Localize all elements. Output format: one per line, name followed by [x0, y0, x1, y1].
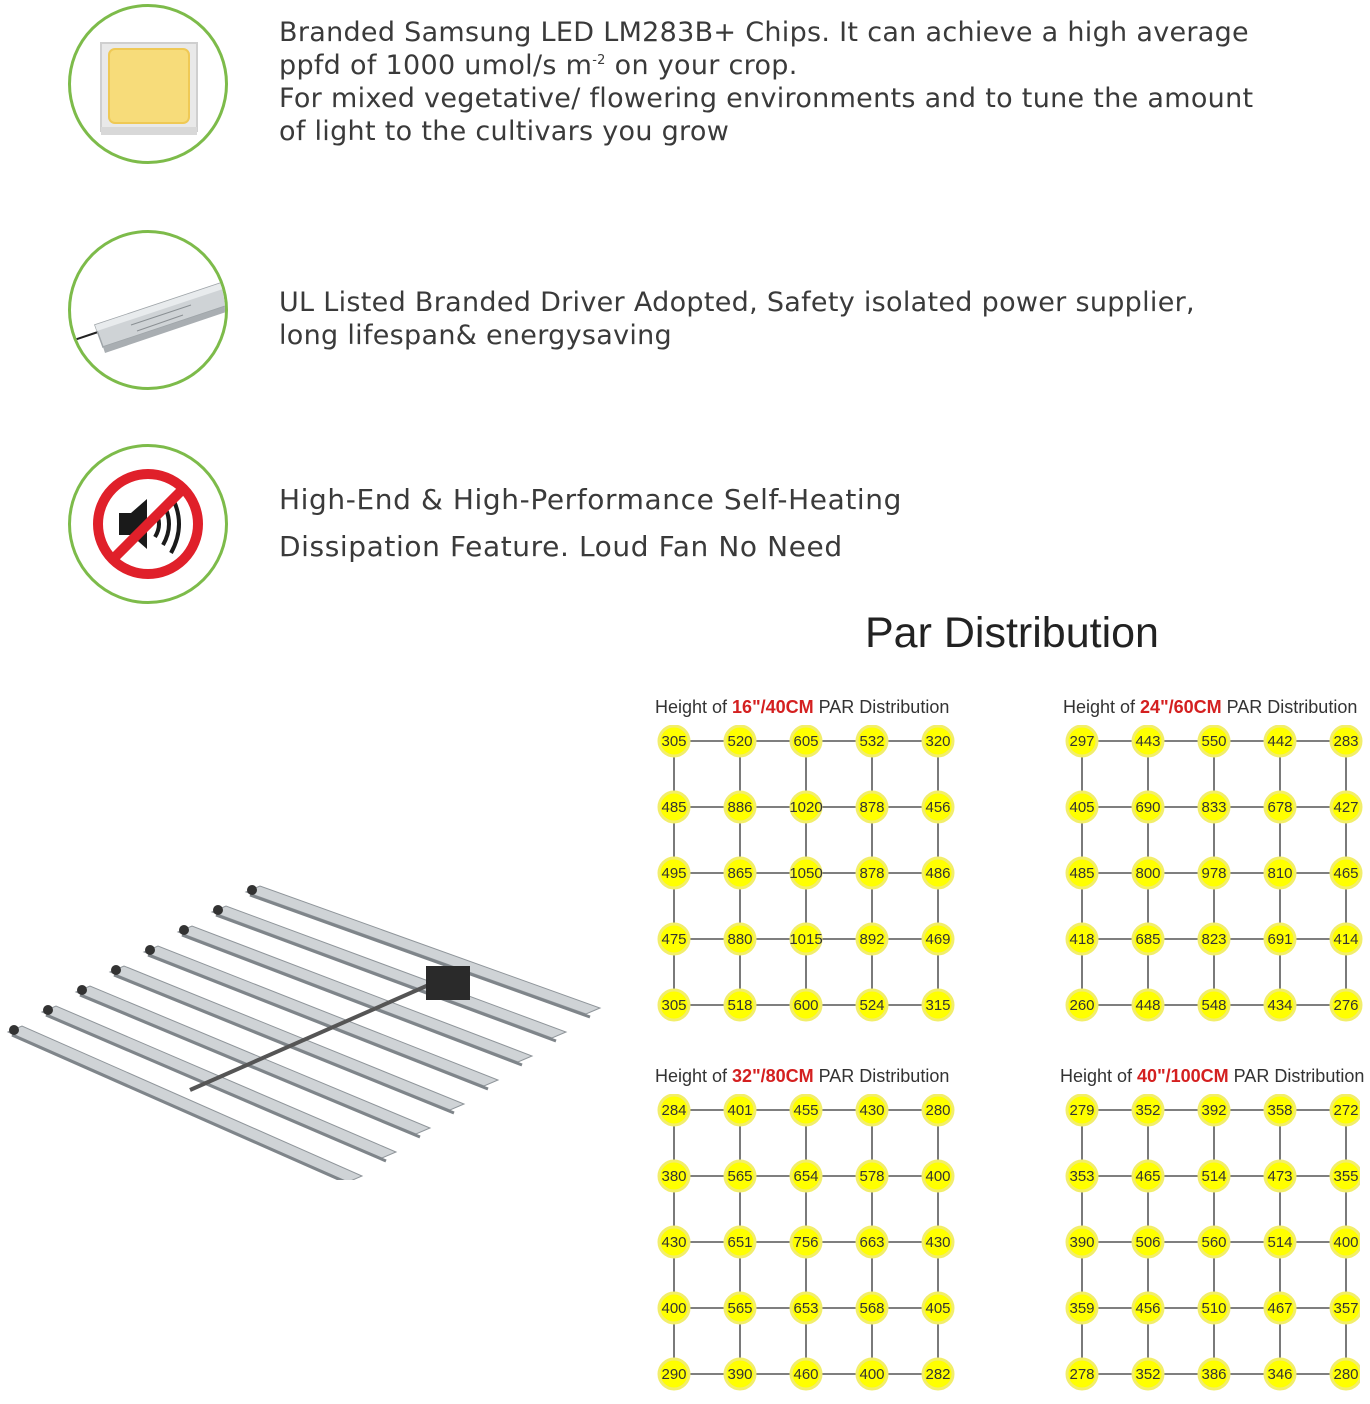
light-bar-endcap — [179, 925, 189, 935]
height-highlight: 32"/80CM — [732, 1066, 814, 1086]
feature-text-line: of light to the cultivars you grow — [279, 116, 730, 147]
par-value: 355 — [1333, 1168, 1359, 1185]
par-value: 279 — [1069, 1102, 1095, 1119]
par-value: 430 — [661, 1234, 687, 1251]
feature-text-line: UL Listed Branded Driver Adopted, Safety isolated power supplier, — [279, 287, 1195, 318]
par-value: 358 — [1267, 1102, 1293, 1119]
light-bar — [246, 886, 600, 1014]
par-value: 276 — [1333, 997, 1359, 1014]
par-value: 520 — [727, 733, 753, 750]
par-value: 400 — [661, 1300, 687, 1317]
height-highlight: 24"/60CM — [1140, 697, 1222, 717]
par-grid-caption: Height of 32"/80CM PAR Distribution — [655, 1066, 950, 1086]
par-value: 352 — [1135, 1366, 1161, 1383]
par-value: 414 — [1333, 931, 1359, 948]
power-driver-icon — [68, 230, 228, 390]
par-value: 485 — [661, 799, 687, 816]
par-value: 359 — [1069, 1300, 1095, 1317]
par-value: 455 — [793, 1102, 819, 1119]
par-value: 418 — [1069, 931, 1095, 948]
par-value: 442 — [1267, 733, 1293, 750]
par-value: 400 — [1333, 1234, 1359, 1251]
par-value: 1050 — [789, 865, 823, 882]
par-value: 278 — [1069, 1366, 1095, 1383]
light-bar-endcap — [145, 945, 155, 955]
light-bar-endcap — [247, 885, 257, 895]
par-value: 405 — [925, 1300, 951, 1317]
height-highlight: 16"/40CM — [732, 697, 814, 717]
par-value: 290 — [661, 1366, 687, 1383]
par-value: 260 — [1069, 997, 1095, 1014]
par-value: 357 — [1333, 1300, 1359, 1317]
light-bar-endcap — [111, 965, 121, 975]
par-distribution-title: Par Distribution — [865, 609, 1159, 657]
light-bar-endcap — [43, 1005, 53, 1015]
par-value: 405 — [1069, 799, 1095, 816]
par-value: 878 — [859, 865, 885, 882]
par-value: 663 — [859, 1234, 885, 1251]
par-value: 495 — [661, 865, 687, 882]
par-value: 514 — [1201, 1168, 1227, 1185]
par-value: 756 — [793, 1234, 819, 1251]
par-value: 565 — [727, 1300, 753, 1317]
par-value: 605 — [793, 733, 819, 750]
light-bar — [212, 906, 566, 1038]
par-value: 401 — [727, 1102, 753, 1119]
height-highlight: 40"/100CM — [1137, 1066, 1229, 1086]
par-value: 297 — [1069, 733, 1095, 750]
par-value: 467 — [1267, 1300, 1293, 1317]
par-value: 654 — [793, 1168, 819, 1185]
par-value: 284 — [661, 1102, 687, 1119]
par-value: 892 — [859, 931, 885, 948]
par-value: 475 — [661, 931, 687, 948]
par-value: 1015 — [789, 931, 823, 948]
par-value: 524 — [859, 997, 885, 1014]
par-value: 390 — [1069, 1234, 1095, 1251]
par-grid-caption: Height of 24"/60CM PAR Distribution — [1063, 697, 1358, 717]
par-value: 305 — [661, 733, 687, 750]
par-value: 469 — [925, 931, 951, 948]
feature-driver-text — [279, 286, 1195, 352]
par-value: 978 — [1201, 865, 1227, 882]
par-value: 473 — [1267, 1168, 1293, 1185]
par-value: 380 — [661, 1168, 687, 1185]
par-value: 465 — [1135, 1168, 1161, 1185]
par-value: 320 — [925, 733, 951, 750]
par-value: 390 — [727, 1366, 753, 1383]
par-value: 443 — [1135, 733, 1161, 750]
par-value: 400 — [859, 1366, 885, 1383]
par-value: 510 — [1201, 1300, 1227, 1317]
feature-led-chips-text — [279, 16, 1253, 148]
par-value: 434 — [1267, 997, 1293, 1014]
par-grid-caption: Height of 40"/100CM PAR Distribution — [1060, 1066, 1365, 1086]
par-value: 578 — [859, 1168, 885, 1185]
par-value: 430 — [925, 1234, 951, 1251]
par-value: 550 — [1201, 733, 1227, 750]
par-grid-caption: Height of 16"/40CM PAR Distribution — [655, 697, 950, 717]
par-value: 430 — [859, 1102, 885, 1119]
par-value: 427 — [1333, 799, 1359, 816]
feature-text-line: Branded Samsung LED LM283B+ Chips. It can achieve a high average — [279, 17, 1249, 48]
fixture-driver-box — [426, 966, 470, 1000]
par-value: 346 — [1267, 1366, 1293, 1383]
par-value: 685 — [1135, 931, 1161, 948]
par-value: 865 — [727, 865, 753, 882]
superscript: -2 — [592, 53, 606, 68]
par-value: 272 — [1333, 1102, 1359, 1119]
par-value: 352 — [1135, 1102, 1161, 1119]
par-value: 283 — [1333, 733, 1359, 750]
par-value: 485 — [1069, 865, 1095, 882]
feature-text-line: ppfd of 1000 umol/s $m^{-2}$ on your crop. — [279, 50, 798, 81]
par-value: 878 — [859, 799, 885, 816]
par-value: 690 — [1135, 799, 1161, 816]
par-value: 456 — [1135, 1300, 1161, 1317]
par-value: 400 — [925, 1168, 951, 1185]
led-chip-icon — [68, 4, 228, 164]
par-value: 800 — [1135, 865, 1161, 882]
par-value: 560 — [1201, 1234, 1227, 1251]
par-value: 486 — [925, 865, 951, 882]
par-value: 386 — [1201, 1366, 1227, 1383]
light-bar-edge — [250, 895, 590, 1017]
par-value: 651 — [727, 1234, 753, 1251]
par-value: 282 — [925, 1366, 951, 1383]
par-value: 833 — [1201, 799, 1227, 816]
par-value: 565 — [727, 1168, 753, 1185]
fixture-rail — [190, 980, 440, 1090]
par-value: 280 — [925, 1102, 951, 1119]
feature-silent-text — [279, 476, 902, 570]
par-value: 880 — [727, 931, 753, 948]
par-value: 280 — [1333, 1366, 1359, 1383]
par-value: 514 — [1267, 1234, 1293, 1251]
par-value: 1020 — [789, 799, 823, 816]
par-value: 600 — [793, 997, 819, 1014]
par-value: 823 — [1201, 931, 1227, 948]
light-bar-endcap — [213, 905, 223, 915]
par-value: 506 — [1135, 1234, 1161, 1251]
feature-text-line: long lifespan& energysaving — [279, 320, 672, 351]
par-value: 448 — [1135, 997, 1161, 1014]
par-value: 392 — [1201, 1102, 1227, 1119]
par-value: 691 — [1267, 931, 1293, 948]
par-value: 568 — [859, 1300, 885, 1317]
grow-light-fixture-image — [0, 880, 610, 1180]
par-value: 465 — [1333, 865, 1359, 882]
par-value: 886 — [727, 799, 753, 816]
no-sound-icon — [68, 444, 228, 604]
par-value: 353 — [1069, 1168, 1095, 1185]
feature-text-line: High-End & High-Performance Self-Heating — [279, 483, 903, 516]
par-value: 456 — [925, 799, 951, 816]
par-value: 460 — [793, 1366, 819, 1383]
par-value: 653 — [793, 1300, 819, 1317]
par-value: 315 — [925, 997, 951, 1014]
par-value: 518 — [727, 997, 753, 1014]
par-value: 810 — [1267, 865, 1293, 882]
light-bar-endcap — [9, 1025, 19, 1035]
light-bar — [178, 926, 532, 1062]
par-value: 548 — [1201, 997, 1227, 1014]
light-bar-endcap — [77, 985, 87, 995]
feature-text-line: Dissipation Feature. Loud Fan No Need — [279, 530, 843, 563]
feature-text-line: For mixed vegetative/ flowering environments and to tune the amount — [279, 83, 1254, 114]
par-value: 532 — [859, 733, 885, 750]
par-value: 305 — [661, 997, 687, 1014]
par-value: 678 — [1267, 799, 1293, 816]
